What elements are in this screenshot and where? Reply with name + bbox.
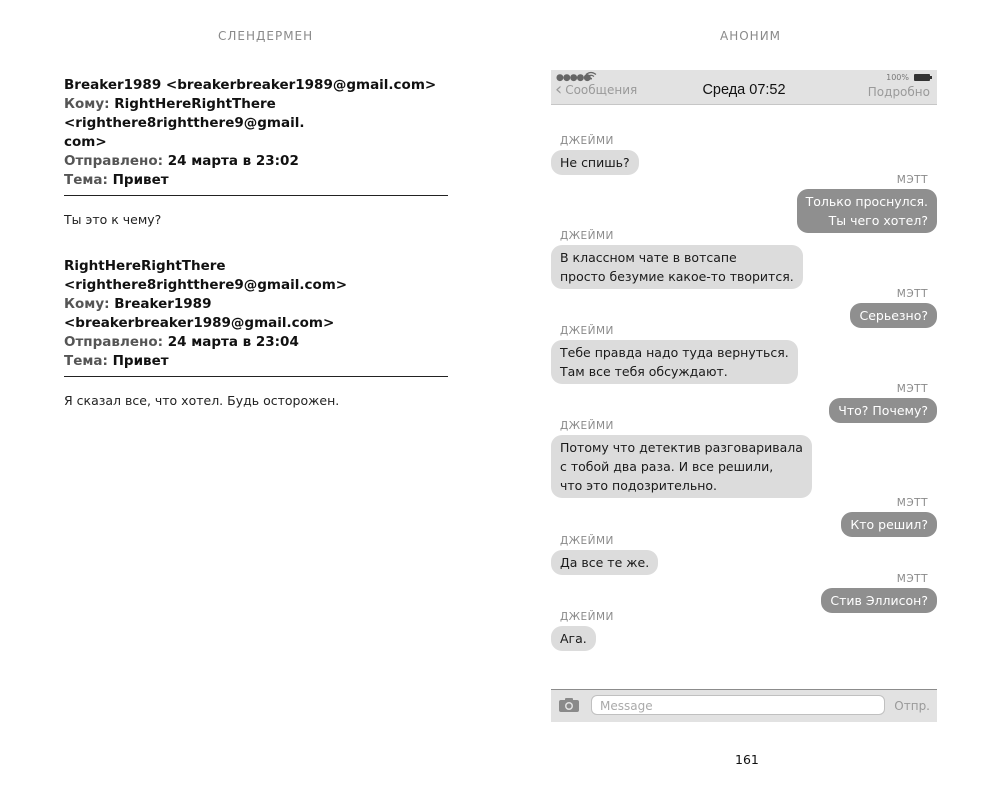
signal-strength-icon: ●●●●● — [556, 73, 591, 83]
running-head-left: СЛЕНДЕРМЕН — [218, 29, 314, 43]
message-sender: МЭТТ — [896, 174, 928, 186]
message-bubble — [829, 398, 937, 423]
email-body: Я сказал все, что хотел. Будь осторожен. — [64, 393, 340, 408]
message-sender: ДЖЕЙМИ — [560, 325, 614, 337]
message-line: Только проснулся. — [805, 194, 928, 209]
message-bubble — [551, 150, 639, 175]
message-bubble — [551, 340, 798, 384]
battery-icon — [914, 74, 930, 81]
email-divider — [64, 376, 448, 377]
message-in — [551, 420, 812, 498]
message-sender: ДЖЕЙМИ — [560, 420, 614, 432]
email-subject-value: Привет — [112, 172, 169, 188]
email-1 — [64, 76, 448, 229]
email-sent-label: Отправлено: — [64, 334, 163, 350]
chevron-left-icon: ‹ — [555, 79, 563, 100]
email-sent — [64, 333, 448, 352]
email-divider — [64, 195, 448, 196]
message-line: просто безумие какое-то творится. — [560, 269, 794, 284]
message-bubble — [551, 245, 803, 289]
battery-percent: 100% — [886, 73, 909, 82]
email-from: RightHereRightThere <righthere8rightthere9@gmail.com> — [64, 258, 348, 293]
page-number: 161 — [735, 752, 759, 767]
email-subject — [64, 171, 448, 190]
message-line: В классном чате в вотсапе — [560, 250, 737, 265]
message-bubble — [551, 435, 812, 498]
running-head-right: АНОНИМ — [720, 29, 782, 43]
message-line: что это подозрительно. — [560, 478, 717, 493]
message-line: Ты чего хотел? — [828, 213, 928, 228]
email-to-value: RightHereRightThere <righthere8rightthere9@gmail. — [64, 96, 305, 131]
message-sender: МЭТТ — [896, 288, 928, 300]
message-line: Там все тебя обсуждают. — [560, 364, 728, 379]
message-in — [551, 535, 658, 575]
message-line: Потому что детектив разговаривала — [560, 440, 803, 455]
conversation-title: Среда 07:52 — [702, 82, 786, 98]
message-sender: ДЖЕЙМИ — [560, 535, 614, 547]
email-to — [64, 95, 448, 133]
message-out — [850, 288, 937, 328]
message-out — [829, 383, 937, 423]
message-in — [551, 325, 798, 384]
email-sent — [64, 152, 448, 171]
email-subject-value: Привет — [112, 353, 169, 369]
email-subject — [64, 352, 448, 371]
message-line: Стив Эллисон? — [830, 593, 928, 608]
details-button[interactable]: Подробно — [867, 85, 930, 99]
message-line: Серьезно? — [859, 308, 928, 323]
email-to-label: Кому: — [64, 96, 110, 112]
message-sender: МЭТТ — [896, 497, 928, 509]
message-line: Не спишь? — [560, 155, 630, 170]
message-line: Да все те же. — [560, 555, 650, 570]
message-bubble — [821, 588, 937, 613]
back-button-label: Сообщения — [565, 83, 638, 97]
message-line: Кто решил? — [850, 517, 928, 532]
phone-nav-bar — [551, 70, 937, 105]
message-sender: МЭТТ — [896, 383, 928, 395]
email-subject-label: Тема: — [64, 353, 108, 369]
message-sender: МЭТТ — [896, 573, 928, 585]
email-sent-label: Отправлено: — [64, 153, 163, 169]
message-in — [551, 611, 614, 651]
email-sent-value: 24 марта в 23:04 — [167, 334, 299, 350]
message-bubble — [850, 303, 937, 328]
email-to — [64, 295, 448, 333]
message-line: Что? Почему? — [838, 403, 928, 418]
message-sender: ДЖЕЙМИ — [560, 230, 614, 242]
email-body: Ты это к чему? — [64, 212, 162, 227]
message-out — [821, 573, 937, 613]
email-sent-value: 24 марта в 23:02 — [167, 153, 299, 169]
email-to-continued: com> — [64, 134, 107, 150]
message-line: с тобой два раза. И все решили, — [560, 459, 774, 474]
message-out — [841, 497, 937, 537]
message-sender: ДЖЕЙМИ — [560, 611, 614, 623]
message-sender: ДЖЕЙМИ — [560, 135, 614, 147]
send-button[interactable]: Отпр. — [894, 699, 930, 713]
message-input-bar — [551, 689, 937, 722]
message-bubble — [797, 189, 937, 233]
email-to-value: Breaker1989 <breakerbreaker1989@gmail.com> — [64, 296, 335, 331]
email-2 — [64, 257, 448, 410]
message-bubble — [841, 512, 937, 537]
message-out — [797, 174, 937, 233]
message-thread — [551, 104, 937, 689]
camera-icon[interactable] — [558, 697, 580, 713]
message-bubble — [551, 626, 596, 651]
message-input[interactable]: Message — [591, 695, 885, 715]
email-subject-label: Тема: — [64, 172, 108, 188]
email-to-label: Кому: — [64, 296, 110, 312]
message-in — [551, 135, 639, 175]
message-line: Ага. — [560, 631, 587, 646]
message-in — [551, 230, 803, 289]
message-bubble — [551, 550, 658, 575]
message-line: Тебе правда надо туда вернуться. — [560, 345, 789, 360]
email-from: Breaker1989 <breakerbreaker1989@gmail.com> — [64, 77, 437, 93]
